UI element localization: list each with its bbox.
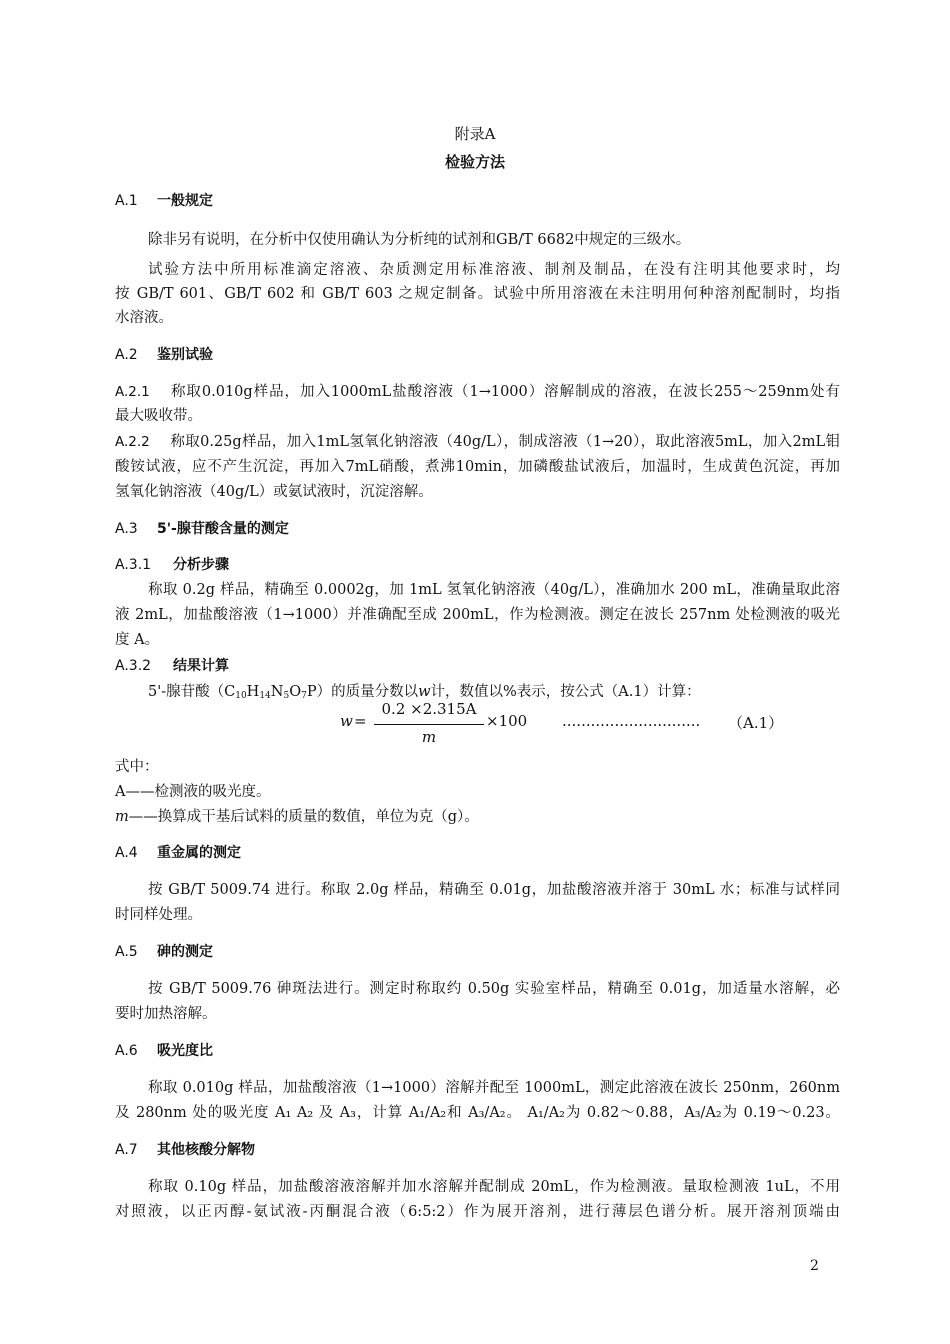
paragraph-line: 及 280nm 处的吸光度 A₁ A₂ 及 A₃，计算 A₁/A₂和 A₃/A₂。 A₁/A₂为 0.82～0.88，A₃/A₂为 0.19～0.23。 xyxy=(115,1105,840,1121)
definition-m: m——换算成干基后试料的质量的数值，单位为克（g）。 xyxy=(115,809,479,825)
paragraph-line: 氢氧化钠溶液（40g/L）或氨试液时，沉淀溶解。 xyxy=(115,484,433,500)
section-heading-a4: A.4 重金属的测定 xyxy=(115,845,241,861)
paragraph-line: A.2.2 称取0.25g样品，加入1mL氢氧化钠溶液（40g/L），制成溶液（1→20），取此溶液5mL，加入2mL钼 xyxy=(115,434,840,450)
appendix-title: 检验方法 xyxy=(444,153,505,171)
paragraph-line: 对照液，以正丙醇-氨试液-丙酮混合液（6:5:2）作为展开溶剂，进行薄层色谱分析。展开溶剂顶端由 xyxy=(115,1204,840,1220)
paragraph-line: 酸铵试液，应不产生沉淀，再加入7mL硝酸，煮沸10min，加磷酸盐试液后，加温时，生成黄色沉淀，再加 xyxy=(115,459,840,475)
section-heading-a6: A.6 吸光度比 xyxy=(115,1043,213,1059)
page-number: 2 xyxy=(810,1258,819,1274)
subsection-heading-a31: A.3.1 分析步骤 xyxy=(115,557,229,573)
paragraph-line: 称取 0.010g 样品，加盐酸溶液（1→1000）溶解并配至 1000mL，测定此溶液在波长 250nm，260nm xyxy=(148,1080,840,1096)
where-label: 式中： xyxy=(115,759,159,775)
section-heading-a7: A.7 其他核酸分解物 xyxy=(115,1142,255,1158)
appendix-label: 附录A xyxy=(454,125,496,143)
section-heading-a5: A.5 砷的测定 xyxy=(115,944,213,960)
paragraph-line: 要时加热溶解。 xyxy=(115,1006,217,1022)
fraction-bar xyxy=(374,724,484,725)
section-heading-a2: A.2 鉴别试验 xyxy=(115,347,213,363)
paragraph-line: 最大吸收带。 xyxy=(115,408,202,424)
paragraph-line: 按 GB/T 5009.76 砷斑法进行。测定时称取约 0.50g 实验室样品，精确至 0.01g，加适量水溶解，必 xyxy=(148,981,840,997)
section-heading-a1: A.1 一般规定 xyxy=(115,193,213,209)
paragraph-line: 除非另有说明，在分析中仅使用确认为分析纯的试剂和GB/T 6682中规定的三级水。 xyxy=(148,232,691,248)
paragraph-line: 按 GB/T 5009.74 进行。称取 2.0g 样品，精确至 0.01g，加盐酸溶液并溶于 30mL 水；标准与试样同 xyxy=(148,882,840,898)
paragraph-line: 称取 0.2g 样品，精确至 0.0002g，加 1mL 氢氧化钠溶液（40g/L），准确加水 200 mL，准确量取此溶 xyxy=(148,582,840,598)
paragraph-line: 液 2mL，加盐酸溶液（1→1000）并准确配至成 200mL，作为检测液。测定在波长 257nm 处检测液的吸光 xyxy=(115,607,840,623)
definition-a: A——检测液的吸光度。 xyxy=(115,784,271,800)
paragraph-line: A.2.1 称取0.010g样品，加入1000mL盐酸溶液（1→1000）溶解制成的溶液，在波长255～259nm处有 xyxy=(115,384,840,400)
paragraph-line: 度 A。 xyxy=(115,632,160,648)
subsection-heading-a32: A.3.2 结果计算 xyxy=(115,658,229,674)
paragraph-line: 时同样处理。 xyxy=(115,907,202,923)
paragraph-line: 水溶液。 xyxy=(115,310,173,326)
paragraph-line: 试验方法中所用标准滴定溶液、杂质测定用标准溶液、制剂及制品，在没有注明其他要求时，均 xyxy=(148,262,840,278)
section-heading-a3: A.3 5'-腺苷酸含量的测定 xyxy=(115,521,289,537)
formula-intro: 5'-腺苷酸$(C_{10}H_{14}N_5O_7P)$的质量分数以w计，数值以%表示，按公式（A.1）计算： xyxy=(148,684,701,701)
paragraph-line: 称取 0.10g 样品，加盐酸溶液溶解并加水溶解并配制成 20mL，作为检测液。量取检测液 1uL，不用 xyxy=(148,1179,840,1195)
formula-a1: w = 0.2 ×2.315A m ×100 ............................. （A.1） xyxy=(340,700,784,746)
paragraph-line: 按 GB/T 601、GB/T 602 和 GB/T 603 之规定制备。试验中所用溶液在未注明用何种溶剂配制时，均指 xyxy=(115,286,840,302)
